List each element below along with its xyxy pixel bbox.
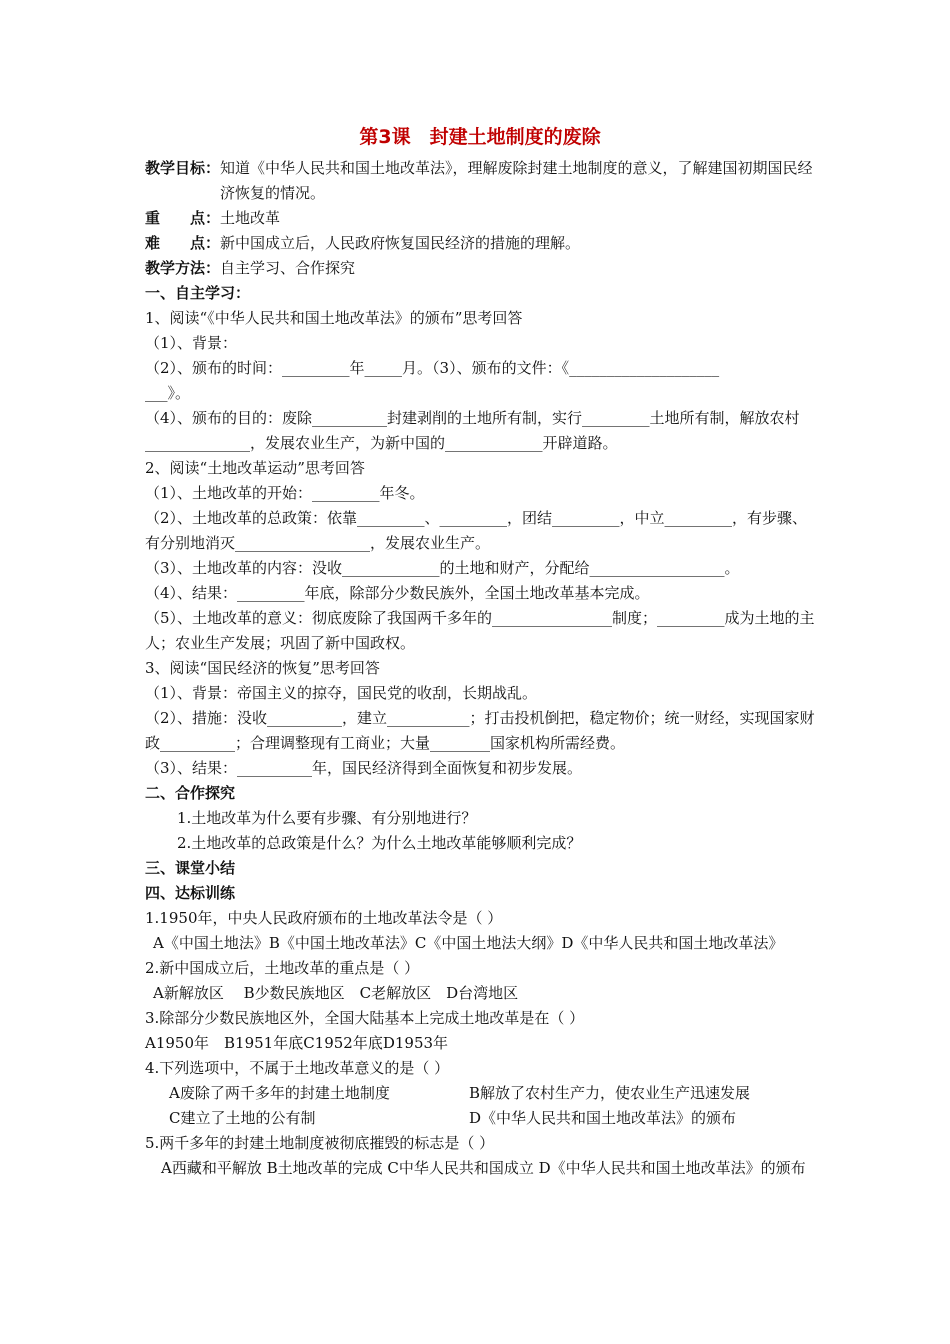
- difficulty-label: 难 点：: [145, 234, 221, 252]
- goals-text: 知道《中华人民共和国土地改革法》，理解废除封建土地制度的意义，了解建国初期国民经济恢复的情况。: [220, 159, 813, 202]
- practice-q5-options: A西藏和平解放 B土地改革的完成 C中华人民共和国成立 D《中华人民共和国土地改革法》的颁布: [161, 1159, 806, 1177]
- section-self-study-heading: 一、自主学习：: [145, 284, 251, 302]
- q1-background: （1）、背景：: [145, 334, 238, 352]
- method-text: 自主学习、合作探究: [220, 259, 356, 277]
- practice-q1-options: A《中国土地法》B《中国土地改革法》C《中国土地法大纲》D《中华人民共和国土地改革法》: [153, 934, 784, 952]
- practice-q4-options-row1: [145, 1081, 815, 1106]
- practice-q4-option-d: D《中华人民共和国土地改革法》的颁布: [469, 1109, 737, 1127]
- q3-measures: （2）、措施：没收__________，建立___________；打击投机倒把，稳定物价；统一财经，实现国家财政__________；合理调整现有工商业；大量________国家机构所需经费。: [145, 709, 815, 752]
- worksheet-page: [145, 120, 815, 1181]
- key-point-label: 重 点：: [145, 209, 221, 227]
- q1-time-document: （2）、颁布的时间：_________年_____月。（3）、颁布的文件：《____________________: [145, 359, 720, 377]
- practice-q2-options: A新解放区 B少数民族地区 C老解放区 D台湾地区: [153, 984, 519, 1002]
- practice-q3-stem: 3.除部分少数民族地区外，全国大陆基本上完成土地改革是在（ ）: [145, 1009, 585, 1027]
- section-practice-heading: 四、达标训练: [145, 884, 236, 902]
- practice-q4-options-row2: [145, 1106, 815, 1131]
- goals-label: 教学目标：: [145, 159, 221, 177]
- key-point: [145, 206, 815, 231]
- section-summary-heading: 三、课堂小结: [145, 859, 236, 877]
- q2-significance: （5）、土地改革的意义：彻底废除了我国两千多年的________________制度；_________成为土地的主人；农业生产发展；巩固了新中国政权。: [145, 609, 815, 652]
- q1-time-document-cont: ___》。: [145, 384, 191, 402]
- practice-q3-options: A1950年 B1951年底C1952年底D1953年: [145, 1034, 449, 1052]
- practice-q5-stem: 5.两千多年的封建土地制度被彻底摧毁的标志是（ ）: [145, 1134, 495, 1152]
- q2-result: （4）、结果：_________年底，除部分少数民族外，全国土地改革基本完成。: [145, 584, 650, 602]
- practice-q4-stem: 4.下列选项中，不属于土地改革意义的是（ ）: [145, 1059, 450, 1077]
- q2-content: （3）、土地改革的内容：没收_____________的土地和财产，分配给__________________。: [145, 559, 740, 577]
- q2-title: 2、阅读“土地改革运动”思考回答: [145, 459, 365, 477]
- section-cooperation-heading: 二、合作探究: [145, 784, 236, 802]
- q3-background: （1）、背景：帝国主义的掠夺，国民党的收刮，长期战乱。: [145, 684, 538, 702]
- practice-q4-option-a: A废除了两千多年的封建土地制度: [169, 1084, 390, 1102]
- teaching-method: [145, 256, 815, 281]
- q1-title: 1、阅读“《中华人民共和国土地改革法》的颁布”思考回答: [145, 309, 523, 327]
- cooperation-item-1: 1.土地改革为什么要有步骤、有分别地进行？: [177, 809, 477, 827]
- practice-q4-option-b: B解放了农村生产力，使农业生产迅速发展: [469, 1084, 751, 1102]
- q3-result: （3）、结果：__________年，国民经济得到全面恢复和初步发展。: [145, 759, 583, 777]
- key-point-text: 土地改革: [220, 209, 281, 227]
- method-label: 教学方法：: [145, 259, 221, 277]
- q2-start: （1）、土地改革的开始：_________年冬。: [145, 484, 425, 502]
- practice-q1-stem: 1.1950年，中央人民政府颁布的土地改革法令是（ ）: [145, 909, 503, 927]
- lesson-title: 第3课 封建土地制度的废除: [359, 126, 601, 148]
- teaching-goals: [145, 156, 815, 206]
- q3-title: 3、阅读“国民经济的恢复”思考回答: [145, 659, 380, 677]
- practice-q4-option-c: C建立了土地的公有制: [169, 1109, 316, 1127]
- q2-policy: （2）、土地改革的总政策：依靠_________、_________，团结_________，中立_________，有步骤、有分别地消灭__________________，发展农业生产。: [145, 509, 808, 552]
- difficulty-text: 新中国成立后，人民政府恢复国民经济的措施的理解。: [220, 234, 581, 252]
- difficulty: [145, 231, 815, 256]
- cooperation-item-2: 2.土地改革的总政策是什么？为什么土地改革能够顺利完成？: [177, 834, 582, 852]
- q1-purpose: （4）、颁布的目的：废除__________封建剥削的土地所有制，实行_________土地所有制，解放农村______________，发展农业生产，为新中国的_____________开辟道路。: [145, 409, 800, 452]
- practice-q2-stem: 2.新中国成立后，土地改革的重点是（ ）: [145, 959, 420, 977]
